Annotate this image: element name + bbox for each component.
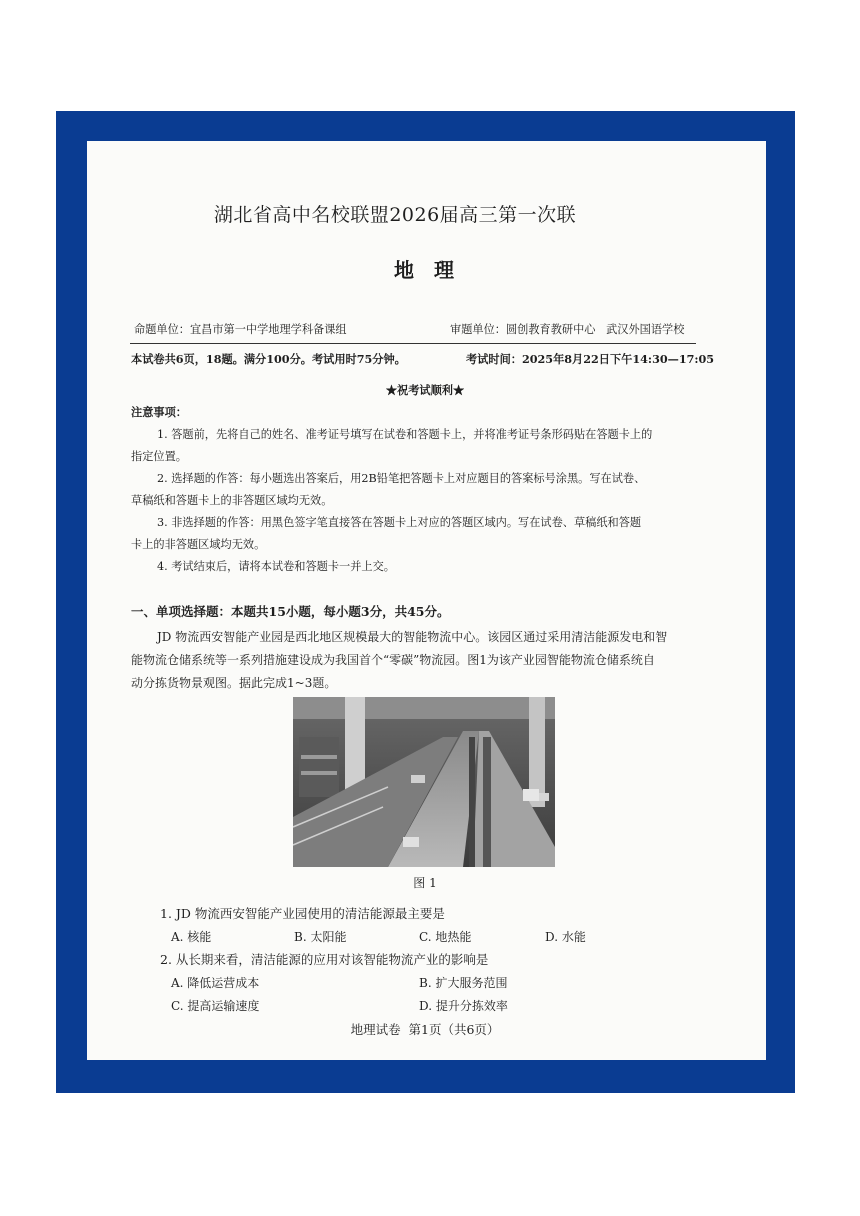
question-1-option-b: B. 太阳能 xyxy=(294,930,347,944)
question-2-option-c: C. 提高运输速度 xyxy=(171,999,260,1013)
review-unit: 审题单位：圆创教育教研中心 武汉外国语学校 xyxy=(450,323,685,336)
question-2-option-a: A. 降低运营成本 xyxy=(171,976,260,990)
page-footer: 地理试卷 第1页（共6页） xyxy=(350,1022,500,1037)
header-divider xyxy=(130,343,696,344)
passage-line: 能物流仓储系统等一系列措施建设成为我国首个“零碳”物流园。图1为该产业园智能物流仓储系统自 xyxy=(131,653,655,667)
note-item: 3. 非选择题的作答：用黑色签字笔直接答在答题卡上对应的答题区域内。写在试卷、草稿纸和答题 xyxy=(157,516,642,529)
note-item: 2. 选择题的作答：每小题选出答案后，用2B铅笔把答题卡上对应题目的答案标号涂黑。写在试卷、 xyxy=(157,472,646,485)
note-item: 草稿纸和答题卡上的非答题区域均无效。 xyxy=(131,494,333,507)
exam-time-info: 考试时间：2025年8月22日下午14:30—17:05 xyxy=(466,352,715,366)
question-2-option-d: D. 提升分拣效率 xyxy=(419,999,508,1013)
exam-length-info: 本试卷共6页，18题。满分100分。考试用时75分钟。 xyxy=(131,352,406,366)
good-luck-banner: ★祝考试顺利★ xyxy=(385,383,465,397)
note-item: 1. 答题前，先将自己的姓名、准考证号填写在试卷和答题卡上，并将准考证号条形码贴在答题卡上的 xyxy=(157,428,653,441)
question-1-stem: 1. JD 物流西安智能产业园使用的清洁能源最主要是 xyxy=(160,906,445,921)
passage-line: JD 物流西安智能产业园是西北地区规模最大的智能物流中心。该园区通过采用清洁能源发电和智 xyxy=(157,630,668,644)
question-2-stem: 2. 从长期来看，清洁能源的应用对该智能物流产业的影响是 xyxy=(160,952,489,967)
section-heading: 一、单项选择题：本题共15小题，每小题3分，共45分。 xyxy=(131,604,450,619)
sorting-conveyor-photo xyxy=(293,697,555,867)
note-item: 4. 考试结束后，请将本试卷和答题卡一并上交。 xyxy=(157,560,395,573)
note-item: 指定位置。 xyxy=(131,450,187,463)
subject-title: 地 理 xyxy=(394,258,456,282)
question-2-option-b: B. 扩大服务范围 xyxy=(419,976,508,990)
question-1-option-c: C. 地热能 xyxy=(419,930,472,944)
passage-line: 动分拣货物景观图。据此完成1~3题。 xyxy=(131,676,337,690)
question-1-option-a: A. 核能 xyxy=(171,930,212,944)
figure-caption: 图 1 xyxy=(413,876,437,890)
notes-heading: 注意事项： xyxy=(131,405,187,419)
note-item: 卡上的非答题区域均无效。 xyxy=(131,538,266,551)
question-1-option-d: D. 水能 xyxy=(545,930,586,944)
author-unit: 命题单位：宜昌市第一中学地理学科备课组 xyxy=(134,323,347,336)
exam-title: 湖北省高中名校联盟2026届高三第一次联 xyxy=(213,204,577,226)
